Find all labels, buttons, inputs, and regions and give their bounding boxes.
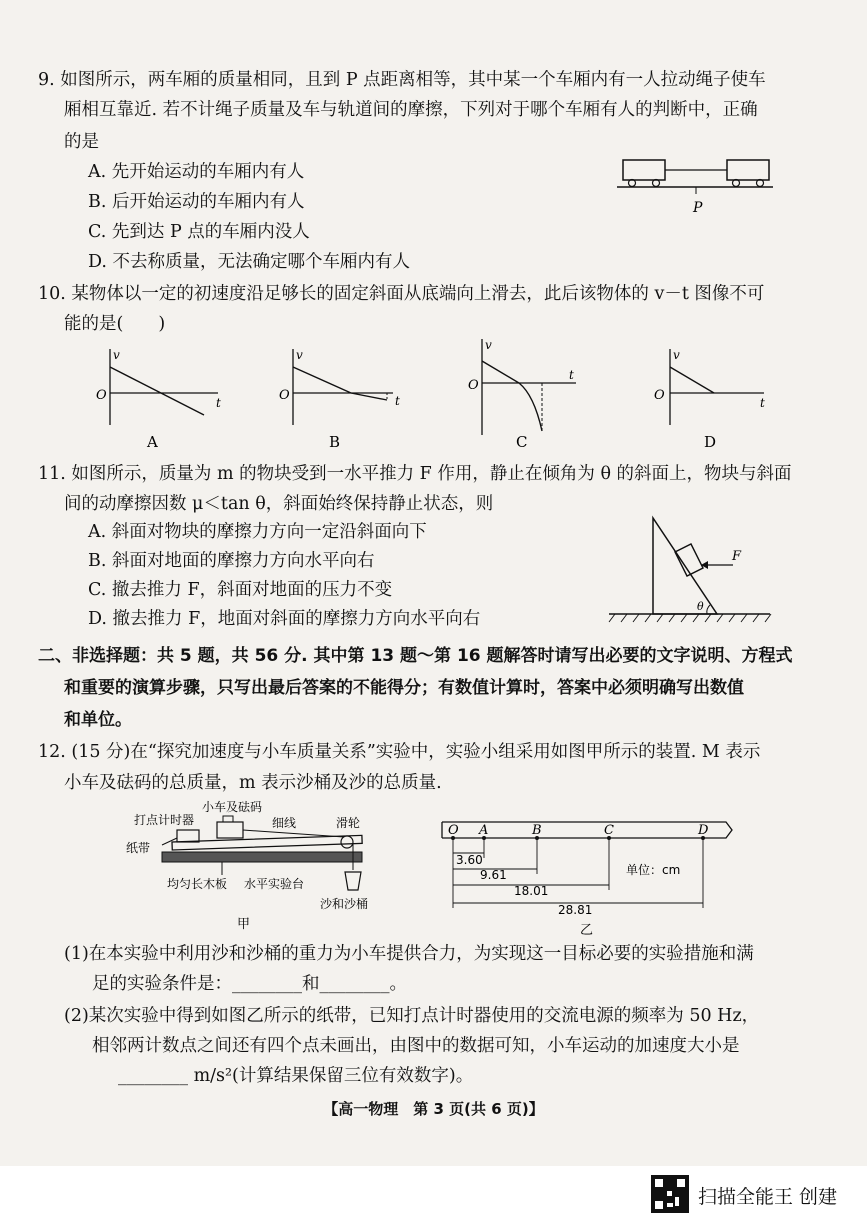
- q9-option-b: B. 后开始运动的车厢内有人: [88, 192, 305, 212]
- q11-option-c: C. 撤去推力 F，斜面对地面的压力不变: [88, 580, 393, 600]
- section2-line1: 二、非选择题：共 5 题，共 56 分. 其中第 13 题～第 16 题解答时请写出必要的文字说明、方程式: [38, 646, 793, 666]
- label-pulley: 滑轮: [336, 816, 361, 830]
- q10-graph-c: [464, 335, 599, 455]
- q12-sub2-line3: ________ m/s²(计算结果保留三位有效数字)。: [118, 1066, 474, 1086]
- q9-point-p-label: P: [693, 200, 703, 216]
- unit-label: 单位：cm: [626, 863, 681, 877]
- label-tape: 纸带: [126, 841, 151, 855]
- section2-line2: 和重要的演算步骤，只写出最后答案的不能得分；有数值计算时，答案中必须明确写出数值: [64, 678, 744, 698]
- force-f-label: F: [732, 549, 742, 564]
- distance-oc: 18.01: [514, 884, 549, 898]
- q12-apparatus-figure: [122, 800, 382, 935]
- graph-label: C: [516, 433, 528, 451]
- distance-oa: 3.60: [456, 853, 483, 867]
- q10-line1: 10. 某物体以一定的初速度沿足够长的固定斜面从底端向上滑去，此后该物体的 v－t 图像不可: [38, 284, 765, 304]
- axis-v-label: v: [485, 338, 492, 352]
- origin-label: O: [468, 378, 479, 393]
- q10-graph-b: [275, 345, 410, 455]
- q11-line1: 11. 如图所示，质量为 m 的物块受到一水平推力 F 作用，静止在倾角为 θ 的斜面上，物块与斜面: [38, 464, 792, 484]
- q12-line1: 12. (15 分)在“探究加速度与小车质量关系”实验中，实验小组采用如图甲所示的装置. M 表示: [38, 742, 761, 762]
- q12-line2: 小车及砝码的总质量，m 表示沙桶及沙的总质量.: [64, 773, 442, 793]
- caption-yi: 乙: [580, 923, 594, 938]
- graph-label: D: [704, 433, 717, 451]
- distance-od: 28.81: [558, 903, 593, 917]
- point-b: B: [532, 823, 542, 838]
- caption-jia: 甲: [237, 917, 251, 932]
- q12-tape-figure: [438, 818, 738, 938]
- label-bucket: 沙和沙桶: [320, 897, 369, 911]
- scanner-watermark-text: 扫描全能王 创建: [698, 1186, 838, 1208]
- point-c: C: [604, 823, 614, 838]
- label-table: 水平实验台: [244, 877, 305, 891]
- label-board: 均匀长木板: [167, 877, 228, 891]
- q9-line1: 9. 如图所示，两车厢的质量相同，且到 P 点距离相等，其中某一个车厢内有一人拉动绳子使车: [38, 70, 766, 90]
- q10-line2: 能的是( ): [64, 314, 166, 334]
- theta-label: θ: [697, 600, 704, 613]
- point-o: O: [448, 823, 459, 838]
- q11-option-d: D. 撤去推力 F，地面对斜面的摩擦力方向水平向右: [88, 609, 481, 629]
- label-cart: 小车及砝码: [202, 800, 263, 814]
- q9-option-c: C. 先到达 P 点的车厢内没人: [88, 222, 310, 242]
- axis-v-label: v: [296, 348, 303, 362]
- origin-label: O: [279, 388, 290, 403]
- q12-sub2-line2: 相邻两计数点之间还有四个点未画出，由图中的数据可知，小车运动的加速度大小是: [92, 1036, 740, 1056]
- q11-incline-figure: [605, 510, 775, 630]
- q12-sub1-line1: (1)在本实验中利用沙和沙桶的重力为小车提供合力，为实现这一目标必要的实验措施和满: [64, 944, 754, 964]
- q11-line2: 间的动摩擦因数 μ＜tan θ，斜面始终保持静止状态，则: [64, 494, 494, 514]
- qr-code-icon: [651, 1175, 689, 1213]
- point-a: A: [479, 823, 489, 838]
- q11-option-b: B. 斜面对地面的摩擦力方向水平向右: [88, 551, 375, 571]
- axis-t-label: t: [760, 396, 765, 410]
- label-timer: 打点计时器: [134, 813, 195, 827]
- origin-label: O: [96, 388, 107, 403]
- origin-label: O: [654, 388, 665, 403]
- page-footer: 【高一物理 第 3 页(共 6 页)】: [323, 1100, 544, 1118]
- point-d: D: [698, 823, 709, 838]
- q12-sub1-line2: 足的实验条件是：________和________。: [92, 974, 407, 994]
- label-string: 细线: [272, 816, 297, 830]
- axis-v-label: v: [113, 348, 120, 362]
- graph-label: A: [147, 433, 158, 451]
- distance-ob: 9.61: [480, 868, 507, 882]
- section2-line3: 和单位。: [64, 710, 132, 730]
- axis-t-label: t: [395, 394, 400, 408]
- q9-line2: 厢相互靠近. 若不计绳子质量及车与轨道间的摩擦，下列对于哪个车厢有人的判断中，正确: [64, 100, 758, 120]
- axis-t-label: t: [569, 368, 574, 382]
- q10-graph-a: [92, 345, 227, 455]
- q11-option-a: A. 斜面对物块的摩擦力方向一定沿斜面向下: [88, 522, 427, 542]
- q10-graph-d: [652, 345, 787, 455]
- q9-option-d: D. 不去称质量，无法确定哪个车厢内有人: [88, 252, 411, 272]
- q12-sub2-line1: (2)某次实验中得到如图乙所示的纸带，已知打点计时器使用的交流电源的频率为 50 Hz，: [64, 1006, 760, 1026]
- q9-line3: 的是: [64, 132, 99, 152]
- axis-v-label: v: [673, 348, 680, 362]
- q9-option-a: A. 先开始运动的车厢内有人: [88, 162, 305, 182]
- q9-carriages-figure: [615, 152, 775, 222]
- axis-t-label: t: [216, 396, 221, 410]
- graph-label: B: [329, 433, 341, 451]
